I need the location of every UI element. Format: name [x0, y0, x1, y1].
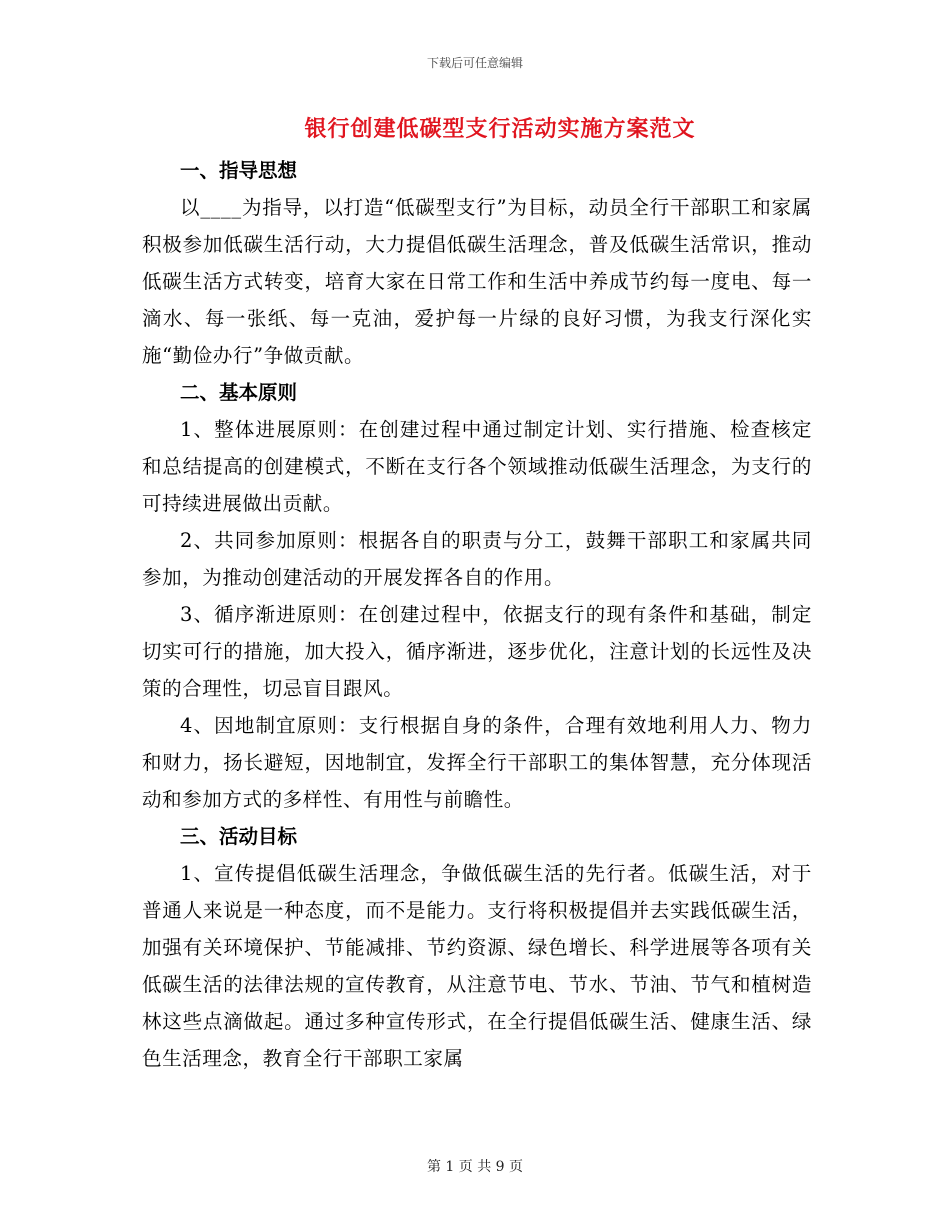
- section-heading-goals: 三、活动目标: [180, 825, 298, 848]
- paragraph-principle-1: 1、整体进展原则：在创建过程中通过制定计划、实行措施、检查核定和总结提高的创建模式，不断在支行各个领域推动低碳生活理念，为支行的可持续进展做出贡献。: [142, 418, 812, 515]
- header-note: 下载后可任意编辑: [426, 56, 523, 70]
- paragraph-principle-3: 3、循序渐进原则：在创建过程中，依据支行的现有条件和基础，制定切实可行的措施，加大投入，循序渐进，逐步优化，注意计划的长远性及决策的合理性，切忌盲目跟风。: [142, 603, 812, 700]
- page-footer: 第 1 页 共 9 页: [426, 1159, 524, 1175]
- paragraph-principle-2: 2、共同参加原则：根据各自的职责与分工，鼓舞干部职工和家属共同参加，为推动创建活动的开展发挥各自的作用。: [142, 529, 812, 589]
- paragraph-guiding: 以____为指导，以打造“低碳型支行”为目标，动员全行干部职工和家属积极参加低碳生活行动，大力提倡低碳生活理念，普及低碳生活常识，推动低碳生活方式转变，培育大家在日常工作和生活中养成节约每一度电、每一滴水、每一张纸、每一克油，爱护每一片绿的良好习惯，为我支行深化实施“勤俭办行”争做贡献。: [142, 196, 812, 367]
- paragraph-principle-4: 4、因地制宜原则：支行根据自身的条件，合理有效地利用人力、物力和财力，扬长避短，因地制宜，发挥全行干部职工的集体智慧，充分体现活动和参加方式的多样性、有用性与前瞻性。: [142, 714, 812, 811]
- section-heading-guiding: 一、指导思想: [180, 159, 298, 182]
- document-body: [142, 152, 812, 1077]
- document-title: 银行创建低碳型支行活动实施方案范文: [304, 116, 696, 142]
- paragraph-goal-1: 1、宣传提倡低碳生活理念，争做低碳生活的先行者。低碳生活，对于普通人来说是一种态度，而不是能力。支行将积极提倡并去实践低碳生活，加强有关环境保护、节能减排、节约资源、绿色增长、科学进展等各项有关低碳生活的法律法规的宣传教育，从注意节电、节水、节油、节气和植树造林这些点滴做起。通过多种宣传形式，在全行提倡低碳生活、健康生活、绿色生活理念，教育全行干部职工家属: [142, 862, 812, 1070]
- section-heading-principles: 二、基本原则: [180, 381, 298, 404]
